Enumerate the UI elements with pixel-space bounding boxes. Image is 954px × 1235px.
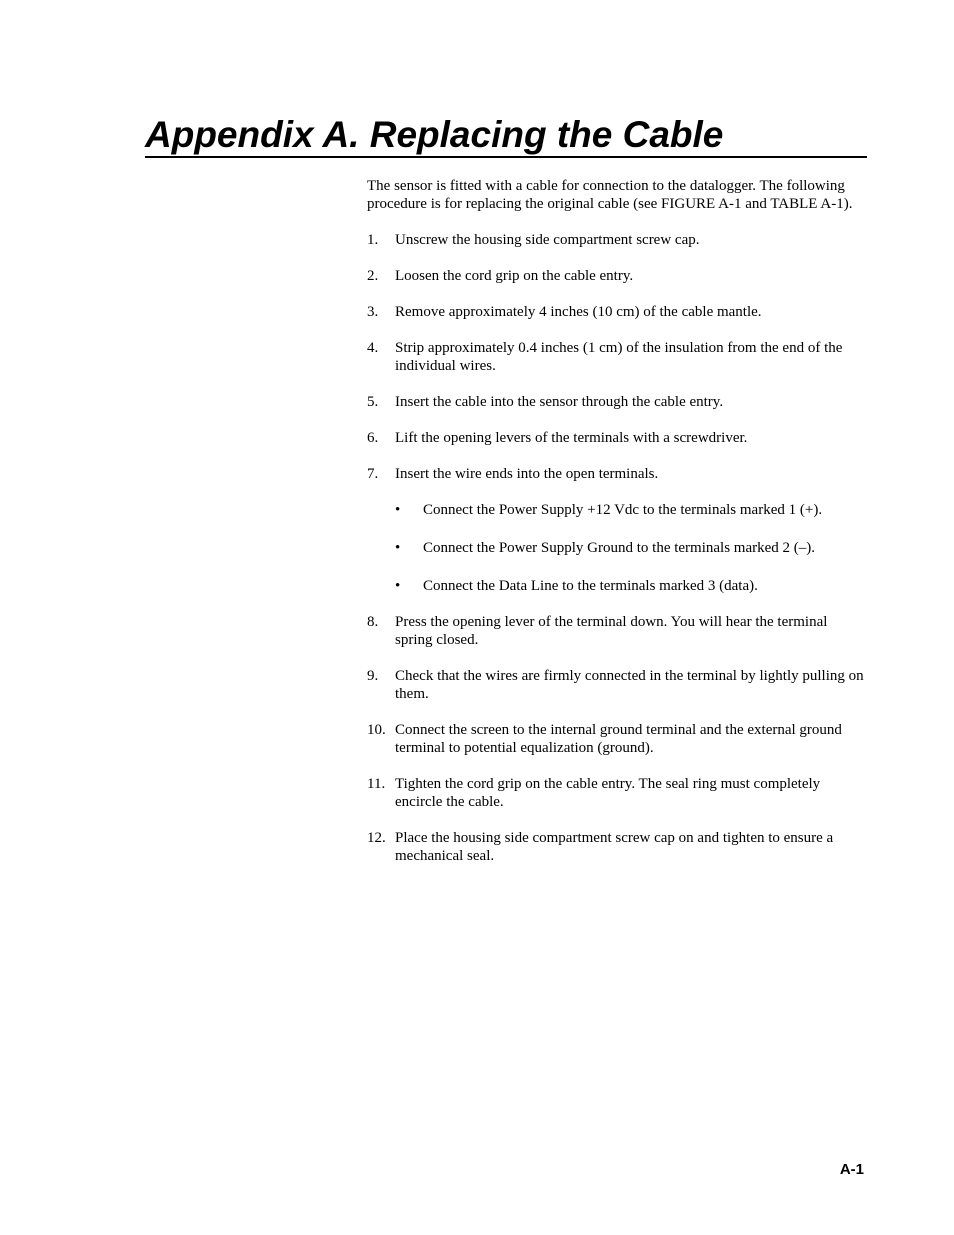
bullet-item	[395, 577, 867, 595]
step-number: 10.	[367, 722, 386, 738]
list-item	[367, 231, 867, 249]
intro-paragraph: The sensor is fitted with a cable for connection to the datalogger. The following procedure is for replacing the original cable (see FIGURE A-1 and TABLE A-1).	[367, 178, 853, 212]
step-text: Remove approximately 4 inches (10 cm) of the cable mantle.	[395, 304, 762, 320]
step-number: 6.	[367, 430, 379, 446]
step-text: Insert the cable into the sensor through the cable entry.	[395, 394, 724, 410]
bullet-item	[395, 539, 867, 557]
list-item	[367, 465, 867, 595]
step-text: Strip approximately 0.4 inches (1 cm) of the insulation from the end of the individual wires.	[395, 340, 843, 374]
step-number: 12.	[367, 830, 386, 846]
page-title: Appendix A. Replacing the Cable	[145, 114, 724, 155]
wiring-bullets	[395, 501, 867, 595]
list-item	[367, 429, 867, 447]
procedure-steps	[367, 231, 867, 865]
bullet-icon: •	[395, 540, 401, 556]
step-number: 11.	[367, 776, 386, 792]
step-number: 8.	[367, 614, 379, 630]
bullet-icon: •	[395, 502, 401, 518]
step-text: Connect the screen to the internal ground terminal and the external ground terminal to potential equalization (ground).	[395, 722, 842, 756]
step-text: Insert the wire ends into the open terminals.	[395, 466, 659, 482]
page-number: A-1	[839, 1161, 864, 1178]
list-item	[367, 613, 867, 649]
list-item	[367, 775, 867, 811]
list-item	[367, 267, 867, 285]
step-number: 3.	[367, 304, 379, 320]
step-number: 5.	[367, 394, 379, 410]
bullet-text: Connect the Data Line to the terminals marked 3 (data).	[423, 578, 758, 594]
list-item	[367, 339, 867, 375]
step-number: 7.	[367, 466, 379, 482]
step-number: 4.	[367, 340, 379, 356]
step-text: Unscrew the housing side compartment screw cap.	[395, 232, 700, 248]
bullet-icon: •	[395, 578, 401, 594]
bullet-text: Connect the Power Supply +12 Vdc to the terminals marked 1 (+).	[423, 502, 823, 518]
bullet-text: Connect the Power Supply Ground to the terminals marked 2 (–).	[423, 540, 816, 556]
list-item	[367, 303, 867, 321]
list-item	[367, 393, 867, 411]
list-item	[367, 667, 867, 703]
main-content	[367, 177, 867, 883]
step-number: 9.	[367, 668, 379, 684]
step-text: Tighten the cord grip on the cable entry. The seal ring must completely encircle the cable.	[395, 776, 821, 810]
step-text: Check that the wires are firmly connected in the terminal by lightly pulling on them.	[395, 668, 864, 702]
step-text: Place the housing side compartment screw cap on and tighten to ensure a mechanical seal.	[395, 830, 834, 864]
list-item	[367, 829, 867, 865]
step-number: 1.	[367, 232, 379, 248]
title-divider	[145, 156, 867, 158]
step-text: Lift the opening levers of the terminals with a screwdriver.	[395, 430, 748, 446]
step-number: 2.	[367, 268, 379, 284]
step-text: Loosen the cord grip on the cable entry.	[395, 268, 634, 284]
bullet-item	[395, 501, 867, 519]
step-text: Press the opening lever of the terminal down. You will hear the terminal spring closed.	[395, 614, 828, 648]
list-item	[367, 721, 867, 757]
